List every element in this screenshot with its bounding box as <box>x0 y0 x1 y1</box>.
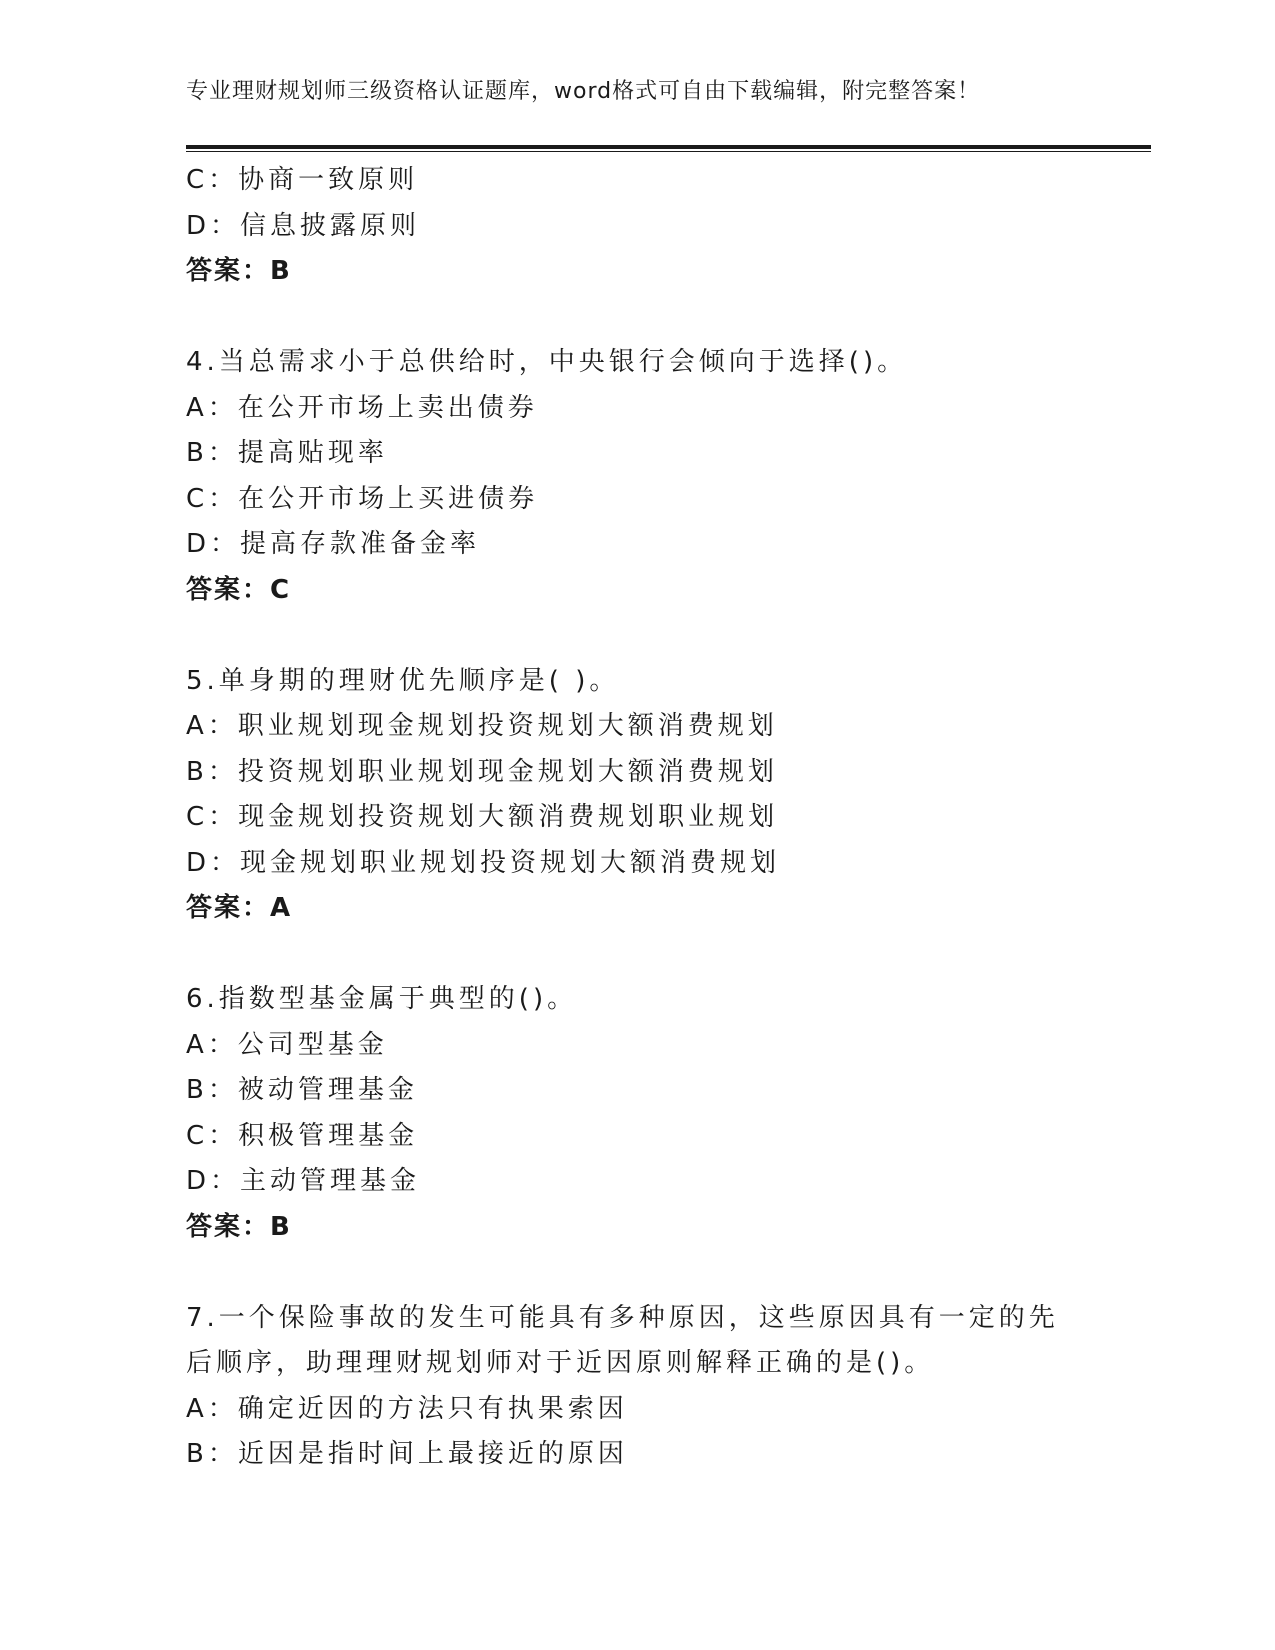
question-4 <box>186 340 1086 613</box>
option-b: B：投资规划职业规划现金规划大额消费规划 <box>186 756 778 787</box>
option-d: D：提高存款准备金率 <box>186 529 481 559</box>
header-divider-thin <box>186 151 1151 152</box>
spacer <box>186 295 1086 341</box>
page-header: 专业理财规划师三级资格认证题库，word格式可自由下载编辑，附完整答案！ <box>186 79 981 104</box>
option-d: D：信息披露原则 <box>186 210 421 241</box>
answer-line: 答案：A <box>186 893 293 923</box>
answer-line: 答案：B <box>186 256 292 286</box>
question-6 <box>186 977 1086 1250</box>
option-a: A：职业规划现金规划投资规划大额消费规划 <box>186 711 778 741</box>
question-stem: 6.指数型基金属于典型的()。 <box>186 984 578 1014</box>
spacer <box>186 932 1086 978</box>
answer-line: 答案：C <box>186 574 292 605</box>
option-b: B：被动管理基金 <box>186 1075 418 1105</box>
answer-line: 答案：B <box>186 1211 292 1242</box>
header-divider-thick <box>186 145 1151 149</box>
option-d: D：现金规划职业规划投资规划大额消费规划 <box>186 847 781 878</box>
question-5 <box>186 659 1086 932</box>
option-c: C：协商一致原则 <box>186 165 419 195</box>
option-c: C：现金规划投资规划大额消费规划职业规划 <box>186 802 779 832</box>
document-body <box>186 158 1086 1478</box>
option-c: C：在公开市场上买进债券 <box>186 483 539 514</box>
spacer <box>186 1250 1086 1296</box>
option-b: B：近因是指时间上最接近的原因 <box>186 1439 628 1469</box>
option-a: A：公司型基金 <box>186 1029 388 1060</box>
option-b: B：提高贴现率 <box>186 438 388 468</box>
option-a: A：在公开市场上卖出债券 <box>186 392 538 423</box>
question-stem: 7.一个保险事故的发生可能具有多种原因，这些原因具有一定的先后顺序，助理理财规划师对于近因原则解释正确的是()。 <box>186 1302 1059 1378</box>
question-stem: 4.当总需求小于总供给时，中央银行会倾向于选择()。 <box>186 347 908 377</box>
question-7 <box>186 1296 1086 1478</box>
option-a: A：确定近因的方法只有执果索因 <box>186 1393 628 1424</box>
option-d: D：主动管理基金 <box>186 1166 421 1196</box>
question-stem: 5.单身期的理财优先顺序是( )。 <box>186 665 620 696</box>
option-c: C：积极管理基金 <box>186 1120 419 1151</box>
spacer <box>186 613 1086 659</box>
question-3-continuation <box>186 158 1086 295</box>
